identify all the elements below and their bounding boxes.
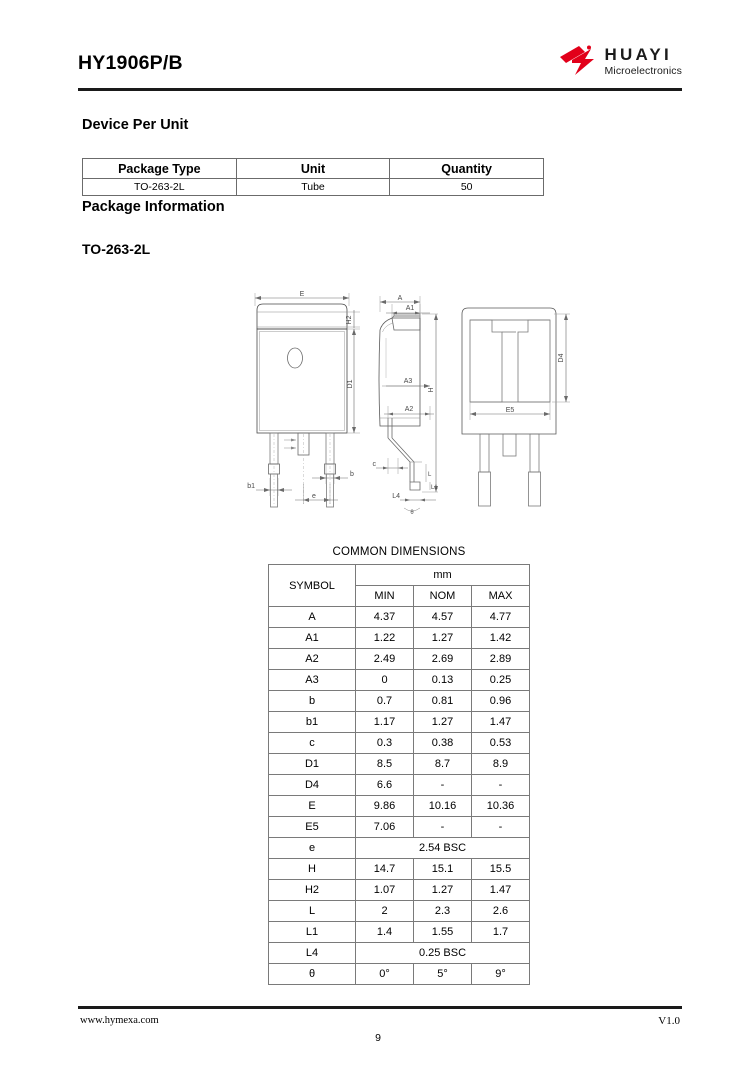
- cell-nom: -: [414, 775, 472, 796]
- column-header-max: MAX: [472, 586, 530, 607]
- device-per-unit-table: [82, 158, 544, 196]
- cell-max: -: [472, 775, 530, 796]
- cell-nom: 5°: [414, 964, 472, 985]
- logo-wordmark: [605, 46, 682, 77]
- cell-symbol: H2: [269, 880, 356, 901]
- cell-nom: -: [414, 817, 472, 838]
- footer-page-number: 9: [375, 1032, 381, 1044]
- table-row: [269, 922, 530, 943]
- cell-symbol: L4: [269, 943, 356, 964]
- cell-nom: 2.69: [414, 649, 472, 670]
- table-row: [269, 712, 530, 733]
- table-header-row: [83, 159, 544, 179]
- cell-value-span: 2.54 BSC: [356, 838, 530, 859]
- cell-nom: 0.38: [414, 733, 472, 754]
- cell-min: 2.49: [356, 649, 414, 670]
- dim-label-A2: A2: [404, 406, 414, 413]
- dim-label-theta: θ: [410, 510, 414, 516]
- cell-nom: 0.81: [414, 691, 472, 712]
- cell-min: 4.37: [356, 607, 414, 628]
- table-row: [269, 775, 530, 796]
- cell-min: 14.7: [356, 859, 414, 880]
- table-row: [269, 817, 530, 838]
- cell-max: 1.47: [472, 712, 530, 733]
- common-dimensions-title: COMMON DIMENSIONS: [332, 546, 466, 558]
- cell-max: 2.6: [472, 901, 530, 922]
- cell-min: 1.07: [356, 880, 414, 901]
- table-row: [269, 838, 530, 859]
- cell-symbol: e: [269, 838, 356, 859]
- column-header-min: MIN: [356, 586, 414, 607]
- heading-device-per-unit: Device Per Unit: [82, 117, 189, 133]
- heading-package-name: TO-263-2L: [82, 241, 151, 257]
- cell-max: 9°: [472, 964, 530, 985]
- dim-label-D1: D1: [347, 379, 354, 389]
- cell-symbol: θ: [269, 964, 356, 985]
- cell-symbol: A1: [269, 628, 356, 649]
- cell-symbol: b: [269, 691, 356, 712]
- page-header: [78, 40, 682, 92]
- cell-symbol: L1: [269, 922, 356, 943]
- logo-tagline: Microelectronics: [604, 64, 682, 77]
- dim-label-c: c: [372, 461, 376, 468]
- cell-min: 1.4: [356, 922, 414, 943]
- dim-label-L: L: [428, 472, 432, 478]
- dim-label-A: A: [397, 295, 403, 302]
- dim-label-b1: b1: [247, 483, 255, 490]
- table-row: [269, 796, 530, 817]
- cell-min: 0.3: [356, 733, 414, 754]
- cell-symbol: b1: [269, 712, 356, 733]
- cell-symbol: H: [269, 859, 356, 880]
- footer-version: V1.0: [658, 1015, 680, 1027]
- column-header-symbol: SYMBOL: [269, 565, 356, 607]
- dim-label-H2: H2: [346, 315, 353, 325]
- column-header-unit: mm: [356, 565, 530, 586]
- cell-max: 1.47: [472, 880, 530, 901]
- table-row: [269, 670, 530, 691]
- cell-min: 2: [356, 901, 414, 922]
- cell-symbol: L: [269, 901, 356, 922]
- table-row: [269, 859, 530, 880]
- column-header-unit: Unit: [236, 159, 390, 179]
- cell-min: 0°: [356, 964, 414, 985]
- column-header-nom: NOM: [414, 586, 472, 607]
- cell-symbol: D1: [269, 754, 356, 775]
- cell-max: 2.89: [472, 649, 530, 670]
- cell-nom: 1.27: [414, 712, 472, 733]
- common-dimensions-body: [269, 607, 530, 985]
- cell-symbol: E5: [269, 817, 356, 838]
- dim-label-H: H: [428, 387, 435, 393]
- cell-max: 10.36: [472, 796, 530, 817]
- cell-nom: 1.27: [414, 628, 472, 649]
- cell-max: 0.96: [472, 691, 530, 712]
- footer-website[interactable]: www.hymexa.com: [80, 1015, 159, 1026]
- cell-max: 0.25: [472, 670, 530, 691]
- table-row: [269, 754, 530, 775]
- cell-min: 0.7: [356, 691, 414, 712]
- dim-label-E5: E5: [505, 407, 515, 414]
- cell-nom: 2.3: [414, 901, 472, 922]
- table-row: [269, 964, 530, 985]
- cell-max: 15.5: [472, 859, 530, 880]
- table-row: [269, 943, 530, 964]
- cell-max: -: [472, 817, 530, 838]
- table-row: [269, 880, 530, 901]
- table-row: [269, 733, 530, 754]
- cell-symbol: A2: [269, 649, 356, 670]
- cell-nom: 10.16: [414, 796, 472, 817]
- cell-symbol: E: [269, 796, 356, 817]
- cell-package-type: TO-263-2L: [83, 179, 237, 196]
- cell-nom: 1.27: [414, 880, 472, 901]
- table-row: [269, 607, 530, 628]
- header-divider: [78, 88, 682, 91]
- dim-label-L4: L4: [392, 493, 400, 500]
- cell-unit: Tube: [236, 179, 390, 196]
- cell-nom: 4.57: [414, 607, 472, 628]
- footer-divider: [78, 1006, 682, 1009]
- table-header-row-top: [269, 565, 530, 586]
- dim-label-A1: A1: [405, 305, 415, 312]
- cell-symbol: A: [269, 607, 356, 628]
- table-row: [269, 649, 530, 670]
- cell-max: 8.9: [472, 754, 530, 775]
- cell-symbol: D4: [269, 775, 356, 796]
- table-row: [269, 901, 530, 922]
- common-dimensions-table: [268, 564, 530, 985]
- cell-min: 7.06: [356, 817, 414, 838]
- column-header-package-type: Package Type: [83, 159, 237, 179]
- table-row: [83, 179, 544, 196]
- dim-label-D4: D4: [558, 353, 565, 363]
- table-row: [269, 691, 530, 712]
- cell-nom: 0.13: [414, 670, 472, 691]
- cell-symbol: A3: [269, 670, 356, 691]
- cell-min: 1.17: [356, 712, 414, 733]
- dim-label-e: e: [312, 493, 316, 500]
- cell-min: 8.5: [356, 754, 414, 775]
- cell-min: 0: [356, 670, 414, 691]
- huayi-lightning-icon: [558, 44, 598, 78]
- cell-quantity: 50: [390, 179, 544, 196]
- cell-nom: 8.7: [414, 754, 472, 775]
- cell-max: 1.7: [472, 922, 530, 943]
- logo-company-name: HUAYI: [604, 44, 672, 64]
- cell-symbol: c: [269, 733, 356, 754]
- package-outline-drawing: [240, 268, 584, 524]
- cell-value-span: 0.25 BSC: [356, 943, 530, 964]
- dim-label-A3: A3: [403, 378, 413, 385]
- cell-nom: 15.1: [414, 859, 472, 880]
- dim-label-E: E: [299, 291, 305, 298]
- cell-max: 4.77: [472, 607, 530, 628]
- heading-package-information: Package Information: [82, 199, 225, 215]
- company-logo: [558, 40, 682, 82]
- cell-min: 9.86: [356, 796, 414, 817]
- page-title: HY1906P/B: [78, 52, 183, 74]
- cell-max: 0.53: [472, 733, 530, 754]
- dim-label-b: b: [350, 471, 354, 478]
- column-header-quantity: Quantity: [390, 159, 544, 179]
- table-row: [269, 628, 530, 649]
- dim-label-L1: L1: [431, 485, 438, 491]
- cell-max: 1.42: [472, 628, 530, 649]
- cell-min: 6.6: [356, 775, 414, 796]
- cell-nom: 1.55: [414, 922, 472, 943]
- cell-min: 1.22: [356, 628, 414, 649]
